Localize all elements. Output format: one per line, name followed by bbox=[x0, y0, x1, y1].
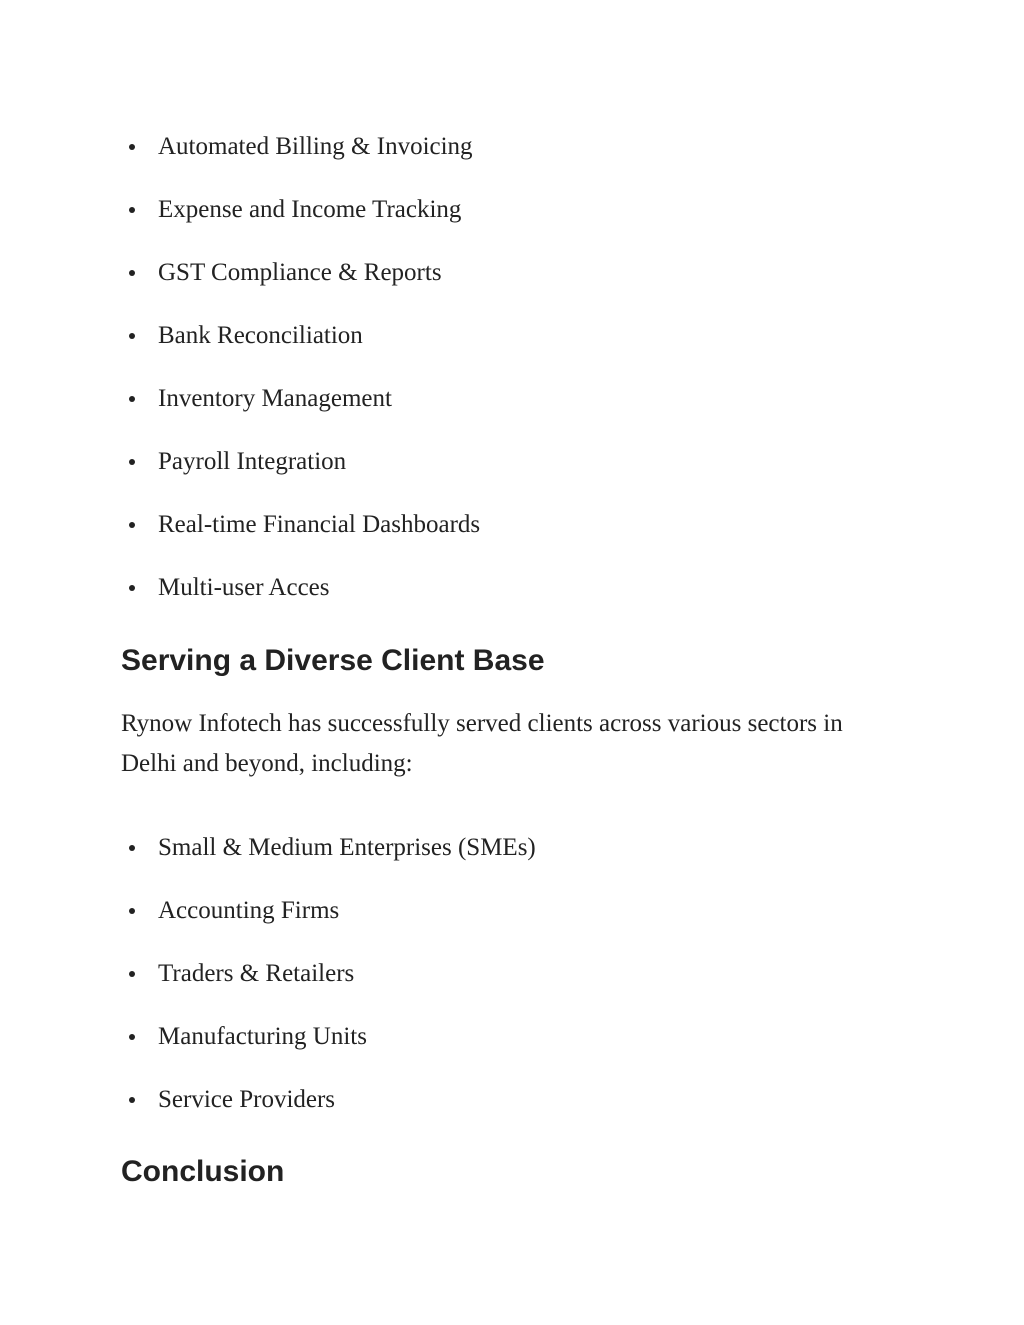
bullet-icon bbox=[129, 522, 135, 528]
bullet-icon bbox=[129, 270, 135, 276]
list-item bbox=[122, 1083, 335, 1117]
list-item-text: Expense and Income Tracking bbox=[158, 196, 462, 223]
bullet-icon bbox=[129, 1097, 135, 1103]
list-item-text: Accounting Firms bbox=[158, 897, 340, 924]
bullet-icon bbox=[129, 333, 135, 339]
list-item bbox=[122, 571, 329, 605]
bullet-icon bbox=[129, 585, 135, 591]
list-item bbox=[122, 256, 442, 290]
clients-paragraph: Rynow Infotech has successfully served clients across various sectors in Delhi and beyond, including: bbox=[121, 710, 843, 777]
section-heading-conclusion: Conclusion bbox=[121, 1155, 285, 1188]
section-heading-clients: Serving a Diverse Client Base bbox=[121, 644, 545, 677]
bullet-icon bbox=[129, 845, 135, 851]
list-item bbox=[122, 831, 536, 865]
list-item-text: GST Compliance & Reports bbox=[158, 259, 442, 286]
list-item bbox=[122, 382, 392, 416]
list-item bbox=[122, 130, 473, 164]
list-item bbox=[122, 445, 346, 479]
list-item-text: Manufacturing Units bbox=[158, 1023, 367, 1050]
list-item bbox=[122, 957, 354, 991]
bullet-icon bbox=[129, 207, 135, 213]
bullet-icon bbox=[129, 396, 135, 402]
list-item bbox=[122, 1020, 367, 1054]
list-item-text: Real-time Financial Dashboards bbox=[158, 511, 481, 538]
bullet-icon bbox=[129, 971, 135, 977]
list-item-text: Traders & Retailers bbox=[158, 960, 355, 987]
bullet-icon bbox=[129, 459, 135, 465]
list-item-text: Bank Reconciliation bbox=[158, 322, 363, 349]
list-item-text: Multi-user Acces bbox=[158, 574, 330, 601]
list-item bbox=[122, 894, 339, 928]
list-item-text: Small & Medium Enterprises (SMEs) bbox=[158, 834, 536, 861]
list-item-text: Automated Billing & Invoicing bbox=[158, 133, 473, 160]
list-item-text: Service Providers bbox=[158, 1086, 336, 1113]
list-item bbox=[122, 508, 480, 542]
list-item-text: Payroll Integration bbox=[158, 448, 347, 475]
bullet-icon bbox=[129, 144, 135, 150]
bullet-icon bbox=[129, 1034, 135, 1040]
list-item bbox=[122, 193, 461, 227]
list-item bbox=[122, 319, 363, 353]
bullet-icon bbox=[129, 908, 135, 914]
list-item-text: Inventory Management bbox=[158, 385, 392, 412]
